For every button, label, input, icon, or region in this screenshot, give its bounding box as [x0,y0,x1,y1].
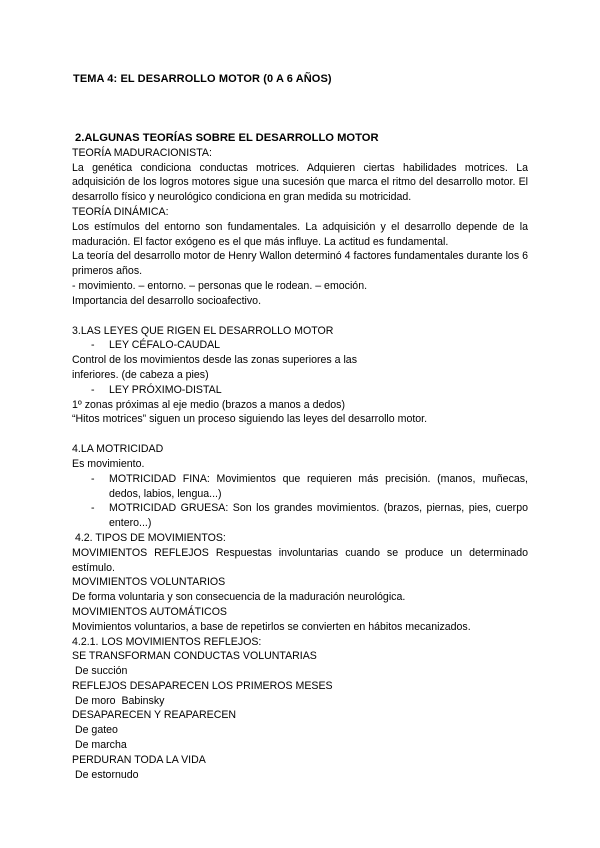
section-2-heading: 2.ALGUNAS TEORÍAS SOBRE EL DESARROLLO MOTOR [75,132,379,144]
law-proximo-distal [72,383,528,398]
hitos-line: “Hitos motrices” siguen un proceso siguiendo las leyes del desarrollo motor. [72,413,428,426]
maduracionista-label: TEORÍA MADURACIONISTA: [72,146,212,159]
section-4-heading: 4.LA MOTRICIDAD [72,443,164,456]
motricidad-fina-item [72,472,528,502]
socioafectivo-line: Importancia del desarrollo socioafectivo. [72,294,262,307]
law-cefalo-caudal-label: LEY CÉFALO-CAUDAL [109,339,221,352]
moro-babinsky-item: De moro Babinsky [72,694,165,707]
estornudo-item: De estornudo [72,768,139,781]
bullet-dash: - [91,472,95,485]
wallon-paragraph: La teoría del desarrollo motor de Henry Wallon determinó 4 factores fundamentales durante los 6 primeros años. [72,250,528,278]
dinamica-paragraph: Los estímulos del entorno son fundamentales. La adquisición y el desarrollo depende de la maduración. El factor exógeno es el que más influye. La actitud es fundamental. [72,220,528,248]
section-3-heading: 3.LAS LEYES QUE RIGEN EL DESARROLLO MOTOR [72,324,334,337]
dinamica-label: TEORÍA DINÁMICA: [72,205,169,218]
document-body [72,131,528,782]
succion-item: De succión [72,665,128,678]
automaticos-text: Movimientos voluntarios, a base de repetirlos se convierten en hábitos mecanizados. [72,620,471,633]
law-cefalo-caudal-text-a: Control de los movimientos desde las zonas superiores a las [72,354,357,367]
automaticos-label: MOVIMIENTOS AUTOMÁTICOS [72,605,228,618]
marcha-item: De marcha [72,739,127,752]
motricidad-fina-text: MOTRICIDAD FINA: Movimientos que requieren más precisión. (manos, muñecas, dedos, labios, lengua...) [109,472,528,500]
transforman-label: SE TRANSFORMAN CONDUCTAS VOLUNTARIAS [72,650,317,663]
maduracionista-paragraph: La genética condiciona conductas motrices. Adquieren ciertas habilidades motrices. La adquisición de los logros motores sigue una sucesión que marca el ritmo del desarrollo motor. El desarrollo físico y neurológico condiciona en gran medida su motricidad. [72,161,528,204]
reaparecen-label: DESAPARECEN Y REAPARECEN [72,709,237,722]
voluntarios-label: MOVIMIENTOS VOLUNTARIOS [72,576,226,589]
spacer [72,309,528,324]
bullet-dash: - [91,339,95,352]
perduran-label: PERDURAN TODA LA VIDA [72,753,206,766]
motricidad-intro: Es movimiento. [72,457,145,470]
law-cefalo-caudal-text-b: inferiores. (de cabeza a pies) [72,368,209,381]
desaparecen-label: REFLEJOS DESAPARECEN LOS PRIMEROS MESES [72,679,333,692]
document-title: TEMA 4: EL DESARROLLO MOTOR (0 A 6 AÑOS) [73,73,332,85]
tipos-heading: 4.2. TIPOS DE MOVIMIENTOS: [72,531,226,544]
spacer [72,427,528,442]
voluntarios-text: De forma voluntaria y son consecuencia de la maduración neurológica. [72,591,406,604]
motricidad-gruesa-text: MOTRICIDAD GRUESA: Son los grandes movimientos. (brazos, piernas, pies, cuerpo entero...) [109,502,528,530]
factors-line: - movimiento. – entorno. – personas que le rodean. – emoción. [72,279,368,292]
bullet-dash: - [91,383,95,396]
law-proximo-distal-text: 1º zonas próximas al eje medio (brazos a manos a dedos) [72,398,345,411]
bullet-dash: - [91,502,95,515]
reflejos-paragraph: MOVIMIENTOS REFLEJOS Respuestas involuntarias cuando se produce un determinado estímulo. [72,546,528,574]
law-cefalo-caudal [72,338,528,353]
reflejos-subheading: 4.2.1. LOS MOVIMIENTOS REFLEJOS: [72,635,262,648]
gateo-item: De gateo [72,724,118,737]
law-proximo-distal-label: LEY PRÓXIMO-DISTAL [109,383,222,396]
motricidad-gruesa-item [72,501,528,531]
